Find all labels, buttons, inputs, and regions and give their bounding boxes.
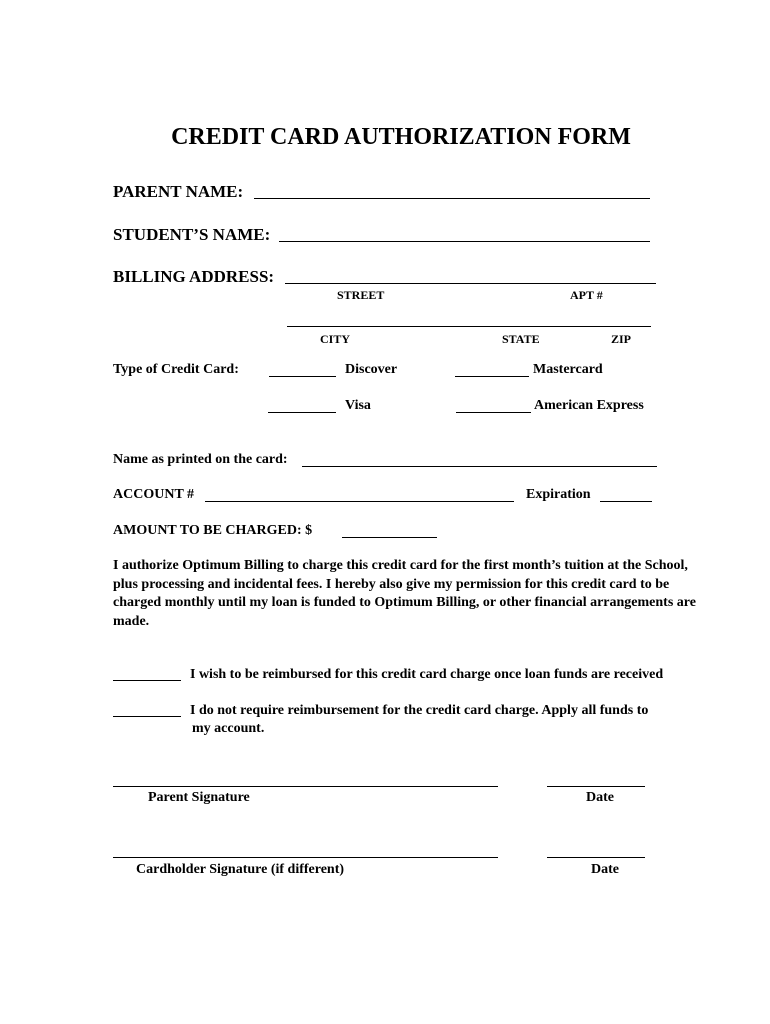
visa-checkbox-line[interactable] [268,412,336,413]
name-on-card-field[interactable] [302,466,657,467]
street-caption: STREET [337,288,385,302]
form-title: CREDIT CARD AUTHORIZATION FORM [171,124,631,150]
parent-date-label: Date [586,790,614,805]
student-name-field[interactable] [279,241,650,242]
expiration-label: Expiration [526,487,591,502]
visa-option: Visa [345,398,371,413]
amex-checkbox-line[interactable] [456,412,531,413]
amount-label: AMOUNT TO BE CHARGED: $ [113,523,313,538]
amex-option: American Express [534,398,644,413]
billing-street-field[interactable] [285,283,656,284]
cardholder-signature-line[interactable] [113,857,498,858]
cardholder-date-line[interactable] [547,857,645,858]
reimburse-checkbox-line[interactable] [113,680,181,681]
cardholder-date-label: Date [591,862,619,877]
parent-signature-line[interactable] [113,786,498,787]
discover-option: Discover [345,362,398,377]
mastercard-checkbox-line[interactable] [455,376,529,377]
expiration-field[interactable] [600,501,652,502]
cardholder-signature-label: Cardholder Signature (if different) [136,862,345,877]
state-caption: STATE [502,332,540,346]
name-on-card-label: Name as printed on the card: [113,452,288,467]
apt-caption: APT # [570,288,603,302]
discover-checkbox-line[interactable] [269,376,336,377]
authorization-paragraph: I authorize Optimum Billing to charge this credit card for the first month’s tuition at the School, plus processing and incidental fees. I hereby also give my permission for this credit card to be charged monthly until my loan is funded to Optimum Billing, or other financial arrangements are made. [113,558,696,629]
account-label: ACCOUNT # [113,487,195,502]
billing-city-field[interactable] [287,326,651,327]
no-reimburse-option-text-line1: I do not require reimbursement for the credit card charge. Apply all funds to [190,703,649,718]
reimburse-option-text: I wish to be reimbursed for this credit card charge once loan funds are received [190,667,664,682]
city-caption: CITY [320,332,351,346]
parent-name-field[interactable] [254,198,650,199]
parent-signature-label: Parent Signature [148,790,250,805]
zip-caption: ZIP [611,332,632,346]
student-name-label: STUDENT’S NAME: [113,225,271,244]
parent-date-line[interactable] [547,786,645,787]
card-type-label: Type of Credit Card: [113,362,239,377]
billing-address-label: BILLING ADDRESS: [113,267,275,286]
no-reimburse-option-text-line2: my account. [192,721,265,736]
mastercard-option: Mastercard [533,362,603,377]
parent-name-label: PARENT NAME: [113,182,244,201]
account-number-field[interactable] [205,501,514,502]
amount-field[interactable] [342,537,437,538]
no-reimburse-checkbox-line[interactable] [113,716,181,717]
